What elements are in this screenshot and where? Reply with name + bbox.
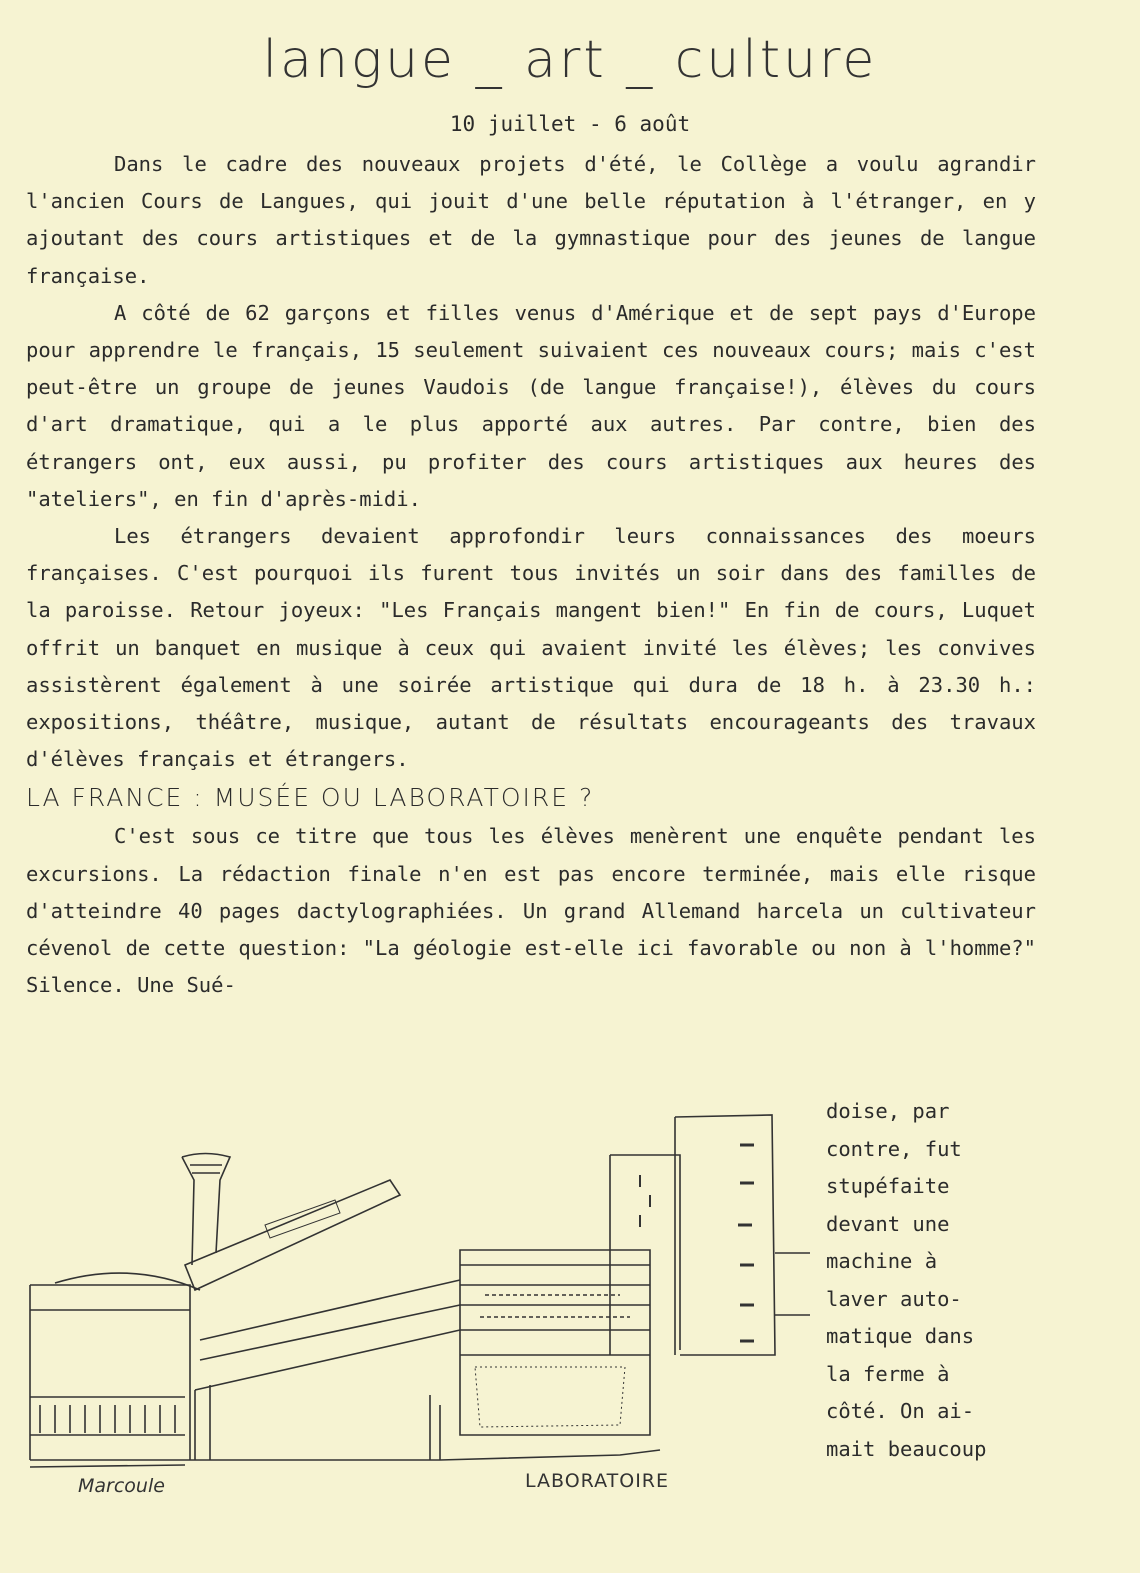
wrapped-line: machine à — [826, 1249, 938, 1273]
wrapped-line: doise, par — [826, 1099, 950, 1123]
section-paragraph: C'est sous ce titre que tous les élèves menèrent une enquête pendant les excursions. La rédaction finale n'en est pas encore terminée, mais elle risque d'atteindre 40 pages dactylographiées. Un grand Allemand harcela un cultivateur cévenol de cette question: "La géologie est-elle ici favorable ou non à l'homme?" Silence. Une Sué- — [26, 824, 1036, 998]
caption-marcoule: Marcoule — [78, 1475, 165, 1497]
paragraph-1: Dans le cadre des nouveaux projets d'été, le Collège a voulu agrandir l'ancien Cours de Langues, qui jouit d'une belle réputation à l'étranger, en y ajoutant des cours artistiques et de la gymnastique pour des jeunes de langue française. — [26, 152, 1036, 288]
wrapped-line: stupéfaite — [826, 1174, 950, 1198]
wrapped-line: matique dans — [826, 1324, 975, 1348]
wrapped-line: mait beaucoup — [826, 1436, 987, 1461]
wrapped-line: contre, fut — [826, 1136, 962, 1161]
article-body — [26, 146, 1036, 1004]
paragraph-2: A côté de 62 garçons et filles venus d'Amérique et de sept pays d'Europe pour apprendre le français, 15 seulement suivaient ces nouveaux cours; mais c'est peut-être un groupe de jeunes Vaudois (de langue française!), élèves du cours d'art dramatique, qui a le plus apporté aux autres. Par contre, bien des étrangers ont, eux aussi, pu profiter des cours artistiques aux heures des "ateliers", en fin d'après-midi. — [26, 300, 1036, 511]
caption-laboratoire: LABORATOIRE — [525, 1470, 669, 1492]
page-title: langue _ art _ culture — [262, 30, 878, 90]
paragraph-3: Les étrangers devaient approfondir leurs connaissances des moeurs françaises. C'est pourquoi ils furent tous invités un soir dans des familles de la paroisse. Retour joyeux: "Les Français mangent bien!" En fin de cours, Luquet offrit un banquet en musique à ceux qui avaient invité les élèves; les convives assistèrent également à une soirée artistique qui dura de 18 h. à 23.30 h.: expositions, théâtre, musique, autant de résultats encourageants des travaux d'élèves français et étrangers. — [26, 524, 1036, 772]
wrapped-line: la ferme à — [826, 1361, 950, 1386]
wrapped-text-column — [826, 1093, 1026, 1468]
laboratory-drawing — [20, 1105, 810, 1495]
wrapped-line: laver auto- — [826, 1286, 962, 1311]
section-heading: LA FRANCE : MUSÉE OU LABORATOIRE ? — [26, 783, 595, 813]
wrapped-line: côté. On ai- — [826, 1399, 975, 1423]
wrapped-line: devant une — [826, 1211, 950, 1236]
date-range: 10 juillet - 6 août — [449, 112, 691, 136]
